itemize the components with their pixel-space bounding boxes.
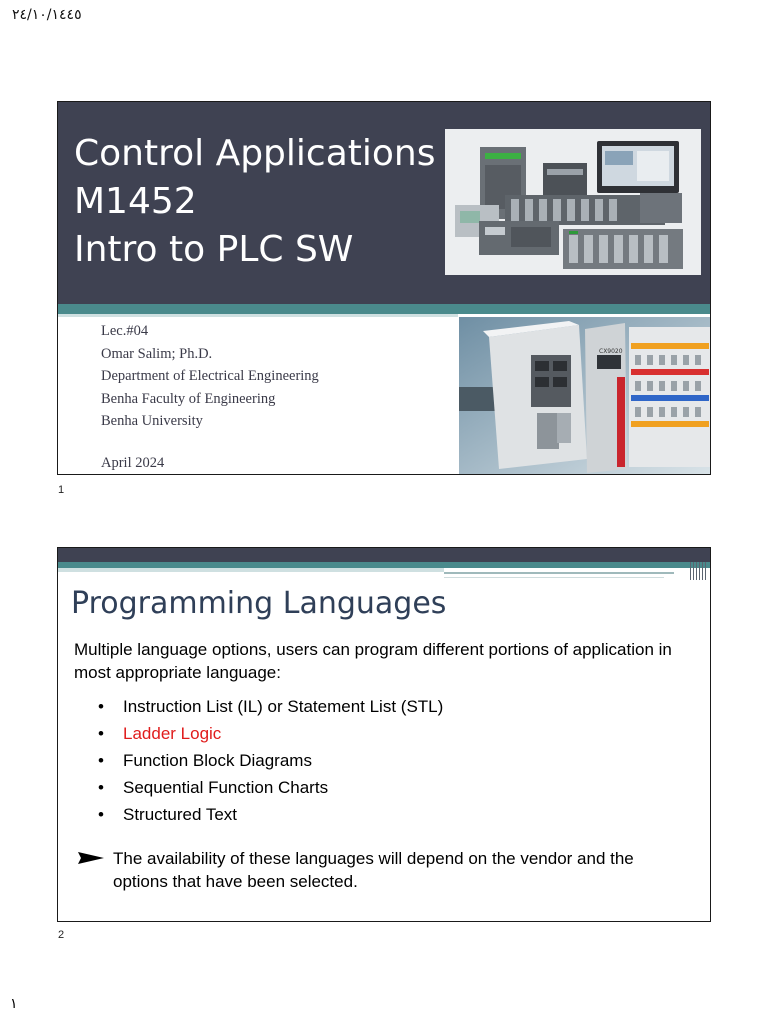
note-text: The availability of these languages will depend on the vendor and the options that have been selected.: [113, 849, 634, 891]
slide-title: Programming Languages: [71, 586, 447, 621]
accent-stripe: [58, 304, 710, 314]
list-item: • Instruction List (IL) or Statement List (STL): [98, 693, 443, 720]
intro-text: Multiple language options, users can program different portions of application in most appropriate language:: [74, 640, 672, 682]
slide-2: [57, 547, 711, 922]
university: Benha University: [101, 413, 203, 429]
arrow-bullet-icon: [78, 850, 104, 866]
plc-modules-image: [445, 129, 701, 275]
slide-number-1: 1: [58, 484, 65, 496]
slide-title: [74, 130, 435, 274]
languages-list: [98, 693, 443, 828]
date-stamp: ٢٤/١٠/١٤٤٥: [12, 7, 82, 23]
faculty: Benha Faculty of Engineering: [101, 390, 276, 407]
embedded-controller-image: [459, 317, 710, 475]
lecture-info: [101, 320, 319, 433]
lecture-date: April 2024: [101, 455, 165, 471]
title-line-1: Control Applications: [74, 133, 436, 174]
list-item-highlighted: • Ladder Logic: [98, 720, 443, 747]
department: Department of Electrical Engineering: [101, 368, 319, 384]
list-item: • Function Block Diagrams: [98, 747, 443, 774]
list-item: • Structured Text: [98, 801, 443, 828]
header-bar: [58, 548, 710, 562]
page-number: ١: [10, 996, 18, 1012]
accent-stripe-light: [58, 568, 444, 572]
author: Omar Salim; Ph.D.: [101, 345, 213, 362]
slide-number-2: 2: [58, 929, 65, 941]
accent-stripe-light: [58, 314, 458, 317]
title-line-3: Intro to PLC SW: [74, 229, 354, 270]
decorative-lines: [444, 562, 710, 582]
slide-1: [57, 101, 711, 475]
device-label: CX9020: [599, 348, 623, 355]
lecture-number: Lec.#04: [101, 323, 149, 339]
list-item: • Sequential Function Charts: [98, 774, 443, 801]
title-line-2: M1452: [74, 181, 197, 222]
